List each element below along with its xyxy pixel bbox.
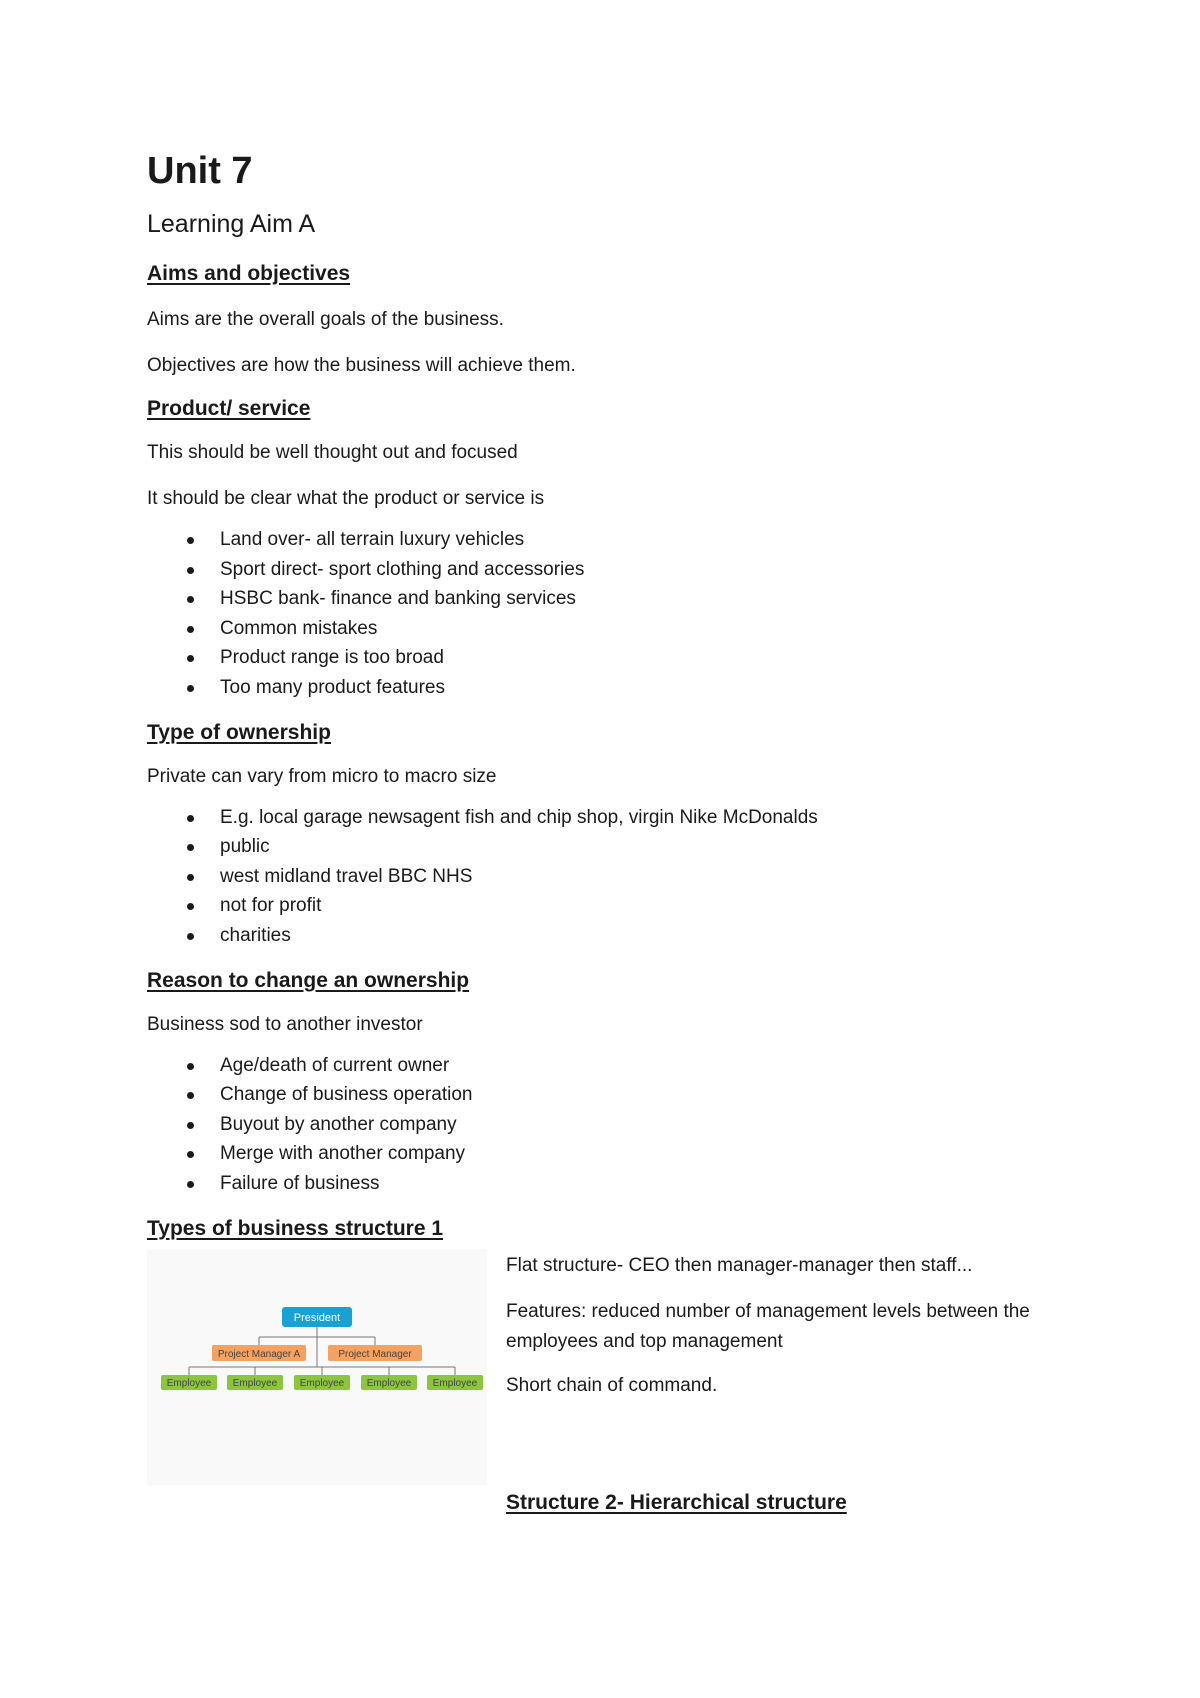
org-node-employee-4-label: Employee [366,1377,412,1389]
list-item-text: not for profit [220,895,322,917]
list-item [147,1051,1067,1081]
heading-aims-objectives: Aims and objectives [147,262,351,285]
list-item [147,525,1067,555]
list-item-text: Too many product features [220,676,445,698]
org-node-president-label: President [293,1311,341,1324]
bullet-icon [187,567,194,574]
bullet-icon [187,685,194,692]
document-content [147,148,1067,1517]
list-item [147,891,1067,921]
bullet-icon [187,537,194,544]
list-item-text: Failure of business [220,1172,380,1194]
list-item [147,862,1067,892]
list-item-text: Merge with another company [220,1143,466,1165]
list-item [147,614,1067,644]
org-node-employee-1-label: Employee [166,1377,212,1389]
list-item-text: Land over- all terrain luxury vehicles [220,529,525,550]
list-item-text: Age/death of current owner [220,1054,450,1076]
bullet-icon [187,1181,194,1188]
document-title: Unit 7 [147,150,253,192]
org-node-manager-a-label: Project Manager A [217,1348,301,1360]
bullet-icon [187,626,194,633]
heading-type-of-ownership: Type of ownership [147,720,331,744]
bullet-icon [187,903,194,910]
heading-reason-to-change: Reason to change an ownership [147,968,470,992]
structure-1-section [147,1243,1067,1491]
change-line-1: Business sod to another investor [147,1013,423,1035]
list-item-text: E.g. local garage newsagent fish and chip shop, virgin Nike McDonalds [220,806,818,828]
bullet-icon [187,815,194,822]
org-chart-diagram [147,1249,487,1485]
bullet-icon [187,596,194,603]
org-node-employee-2-label: Employee [232,1377,278,1389]
list-item [147,1139,1067,1169]
document-subtitle: Learning Aim A [147,210,316,238]
list-item-text: Common mistakes [220,617,378,639]
change-bullet-list [147,1051,1067,1199]
list-item-text: west midland travel BBC NHS [220,865,473,887]
list-item-text: Sport direct- sport clothing and accessories [220,558,585,580]
aims-line-2: Objectives are how the business will achieve them. [147,355,576,376]
list-item [147,673,1067,703]
list-item [147,1169,1067,1199]
list-item [147,555,1067,585]
product-line-1: This should be well thought out and focused [147,442,518,463]
bullet-icon [187,655,194,662]
product-bullet-list [147,525,1067,703]
structure-1-line-2: Features: reduced number of management levels between the employees and top management [506,1300,1030,1352]
bullet-icon [187,933,194,940]
list-item [147,921,1067,951]
list-item [147,1080,1067,1110]
heading-structure-2: Structure 2- Hierarchical structure [506,1490,847,1514]
bullet-icon [187,1122,194,1129]
heading-product-service: Product/ service [147,397,311,420]
ownership-line-1: Private can vary from micro to macro size [147,765,497,787]
list-item [147,1110,1067,1140]
bullet-icon [187,844,194,851]
structure-1-description [506,1251,1066,1401]
list-item-text: public [220,836,270,858]
list-item-text: HSBC bank- finance and banking services [220,588,576,610]
bullet-icon [187,1063,194,1070]
list-item-text: Buyout by another company [220,1113,457,1135]
heading-business-structure-1: Types of business structure 1 [147,1216,444,1240]
list-item-text: charities [220,924,291,946]
aims-line-1: Aims are the overall goals of the business. [147,309,504,330]
list-item [147,584,1067,614]
structure-1-line-3: Short chain of command. [506,1374,718,1396]
list-item [147,643,1067,673]
list-item-text: Change of business operation [220,1084,473,1106]
org-chart-image [147,1249,487,1485]
bullet-icon [187,1092,194,1099]
list-item-text: Product range is too broad [220,647,444,669]
bullet-icon [187,874,194,881]
product-line-2: It should be clear what the product or service is [147,488,545,509]
list-item [147,832,1067,862]
org-node-employee-5-label: Employee [432,1377,478,1389]
ownership-bullet-list [147,803,1067,951]
list-item [147,803,1067,833]
org-node-employee-3-label: Employee [299,1377,345,1389]
org-node-manager-b-label: Project Manager [338,1348,412,1360]
structure-1-line-1: Flat structure- CEO then manager-manager then staff... [506,1254,973,1276]
bullet-icon [187,1151,194,1158]
